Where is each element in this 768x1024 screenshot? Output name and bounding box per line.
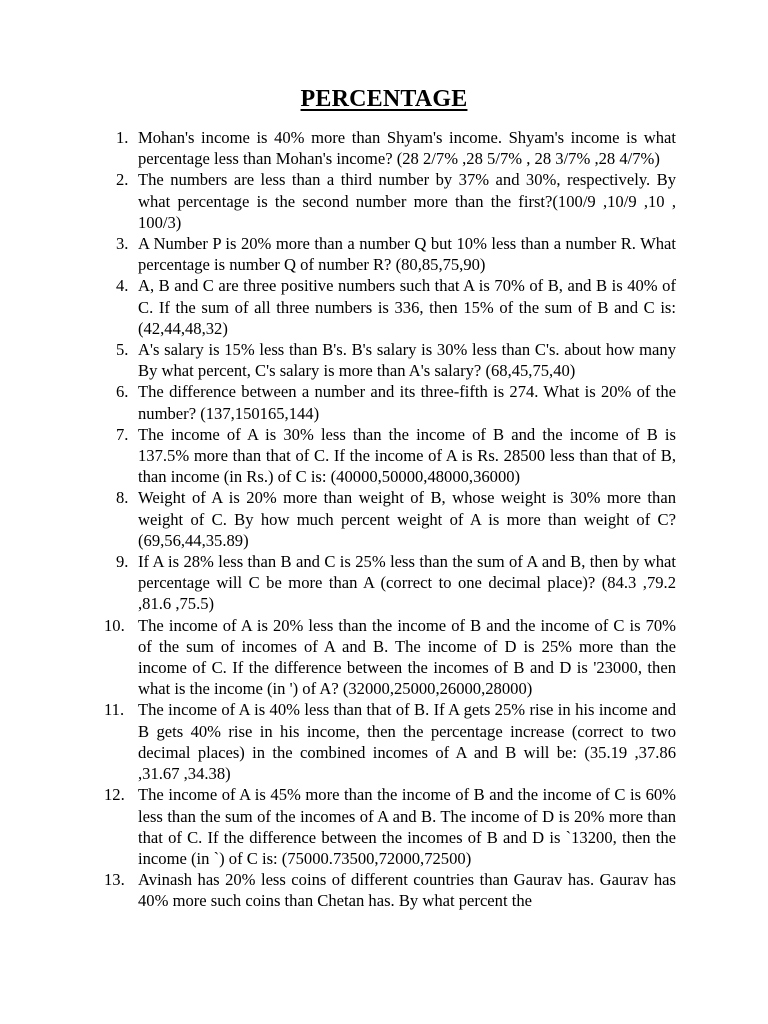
question-number: 12. (104, 785, 125, 805)
question-text: Avinash has 20% less coins of different countries than Gaurav has. Gaurav has 40% more such coins than Chetan has. By what percent the (138, 870, 676, 911)
question-item (104, 869, 676, 911)
question-number: 5. (116, 340, 129, 360)
question-number: 10. (104, 615, 125, 635)
question-item (104, 784, 676, 869)
page-title: PERCENTAGE (300, 86, 468, 112)
question-text: A, B and C are three positive numbers such that A is 70% of B, and B is 40% of C. If the sum of all three numbers is 336, then 15% of the sum of B and C is: (42,44,48,32) (138, 276, 676, 338)
question-text: The numbers are less than a third number by 37% and 30%, respectively. By what percentage is the second number more than the first?(100/9 ,10/9 ,10 , 100/3) (138, 170, 676, 232)
question-number: 4. (116, 276, 129, 296)
question-text: A Number P is 20% more than a number Q but 10% less than a number R. What percentage is number Q of number R? (80,85,75,90) (138, 234, 676, 275)
question-text: Weight of A is 20% more than weight of B, whose weight is 30% more than weight of C. By how much percent weight of A is more than weight of C? (69,56,44,35.89) (138, 488, 676, 550)
question-text: The difference between a number and its three-fifth is 274. What is 20% of the number? (137,150165,144) (138, 382, 676, 423)
question-text: The income of A is 30% less than the income of B and the income of B is 137.5% more than that of C. If the income of A is Rs. 28500 less than that of B, than income (in Rs.) of C is: (40000,50000,48000,36000) (138, 424, 676, 487)
question-item (104, 699, 676, 784)
question-item (104, 169, 676, 233)
question-number: 13. (104, 870, 125, 890)
question-text: The income of A is 45% more than the income of B and the income of C is 60% less than the sum of the incomes of A and B. The income of D is 20% more than that of C. If the difference between the incomes of B and D is `13200, then the income (in `) of C is: (75000.73500,72000,72500) (138, 785, 676, 868)
question-number: 8. (116, 488, 129, 508)
question-item (104, 339, 676, 381)
question-item (104, 487, 676, 551)
question-text: If A is 28% less than B and C is 25% less than the sum of A and B, then by what percentage will C be more than A (correct to one decimal place)? (84.3 ,79.2 ,81.6 ,75.5) (138, 552, 676, 614)
question-number: 11. (104, 700, 125, 720)
question-text: The income of A is 40% less than that of B. If A gets 25% rise in his income and B gets 40% rise in his income, then the percentage increase (correct to two decimal places) in the combined incomes of A and B will be: (35.19 ,37.86 ,31.67 ,34.38) (138, 700, 676, 784)
question-item (104, 233, 676, 275)
question-number: 1. (116, 128, 129, 147)
question-item (104, 275, 676, 339)
question-number: 6. (116, 382, 129, 402)
question-number: 7. (116, 424, 129, 444)
question-item (104, 551, 676, 615)
question-number: 3. (116, 234, 129, 254)
question-text: The income of A is 20% less than the income of B and the income of C is 70% of the sum of incomes of A and B. The income of D is 25% more than the income of C. If the difference between the incomes of B and D is '23000, then what is the income (in ') of A? (32000,25000,26000,28000) (138, 615, 676, 699)
question-item (104, 615, 676, 700)
question-number: 9. (116, 552, 129, 572)
question-list (104, 127, 676, 912)
question-item (104, 127, 676, 169)
question-item (104, 424, 676, 488)
question-item (104, 381, 676, 423)
question-number: 2. (116, 170, 129, 190)
question-text: A's salary is 15% less than B's. B's salary is 30% less than C's. about how many By what percent, C's salary is more than A's salary? (68,45,75,40) (138, 340, 676, 381)
question-text: Mohan's income is 40% more than Shyam's income. Shyam's income is what percentage less than Mohan's income? (28 2/7% ,28 5/7% , 28 3/7% ,28 4/7%) (138, 128, 676, 169)
